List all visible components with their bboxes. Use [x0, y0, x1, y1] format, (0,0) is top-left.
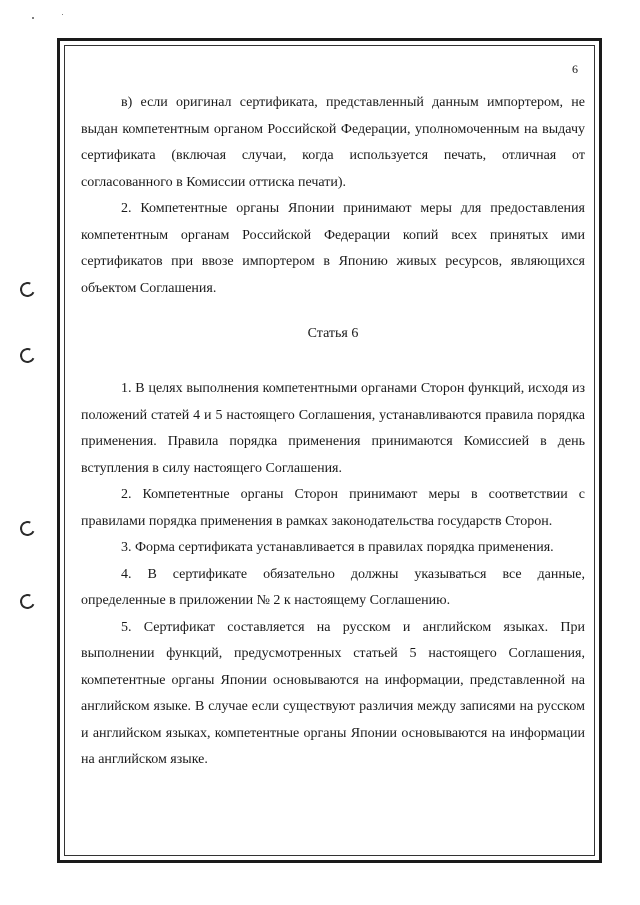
page-number: 6: [572, 62, 578, 76]
punch-hole-icon: [18, 519, 37, 538]
article-heading: Статья 6: [307, 326, 359, 341]
scan-speck: [32, 17, 34, 19]
article6-paragraph-4: 4. В сертификате обязательно должны указываться все данные, определенные в приложении № 2 к настоящему Соглашению.: [81, 566, 585, 608]
text-block-article-6: [81, 376, 585, 774]
paragraph-2: 2. Компетентные органы Японии принимают меры для предоставления компетентным органам Российской Федерации копий всех принятых ими сертификатов при ввозе импортером в Японию живых ресурсов, являющихся объектом Соглашения.: [81, 201, 585, 296]
article6-paragraph-1: 1. В целях выполнения компетентными органами Сторон функций, исходя из положений статей 4 и 5 настоящего Соглашения, устанавливаются правила порядка применения. Правила порядка применения принимаются Комиссией в день вступления в силу настоящего Соглашения.: [81, 381, 585, 476]
scan-speck: [62, 14, 63, 15]
article6-paragraph-2: 2. Компетентные органы Сторон принимают меры в соответствии с правилами порядка применения в рамках законодательства государств Сторон.: [81, 487, 585, 529]
punch-hole-icon: [18, 346, 37, 365]
article6-paragraph-5: 5. Сертификат составляется на русском и английском языках. При выполнении функций, предусмотренных статьей 5 настоящего Соглашения, компетентные органы Японии основываются на информации, представленной на английском языке. В случае если существуют различия между записями на русском и английском языках, компетентные органы Японии основываются на информации на английском языке.: [81, 619, 585, 767]
text-block-top: [81, 90, 585, 302]
article6-paragraph-3: 3. Форма сертификата устанавливается в правилах порядка применения.: [121, 540, 554, 555]
paragraph-item-v: в) если оригинал сертификата, представленный данным импортером, не выдан компетентным органом Российской Федерации, уполномоченным на выдачу сертификата (включая случаи, когда используется печать, отличная от согласованного в Комиссии оттиска печати).: [81, 95, 585, 190]
punch-hole-icon: [18, 592, 37, 611]
punch-hole-icon: [18, 280, 37, 299]
